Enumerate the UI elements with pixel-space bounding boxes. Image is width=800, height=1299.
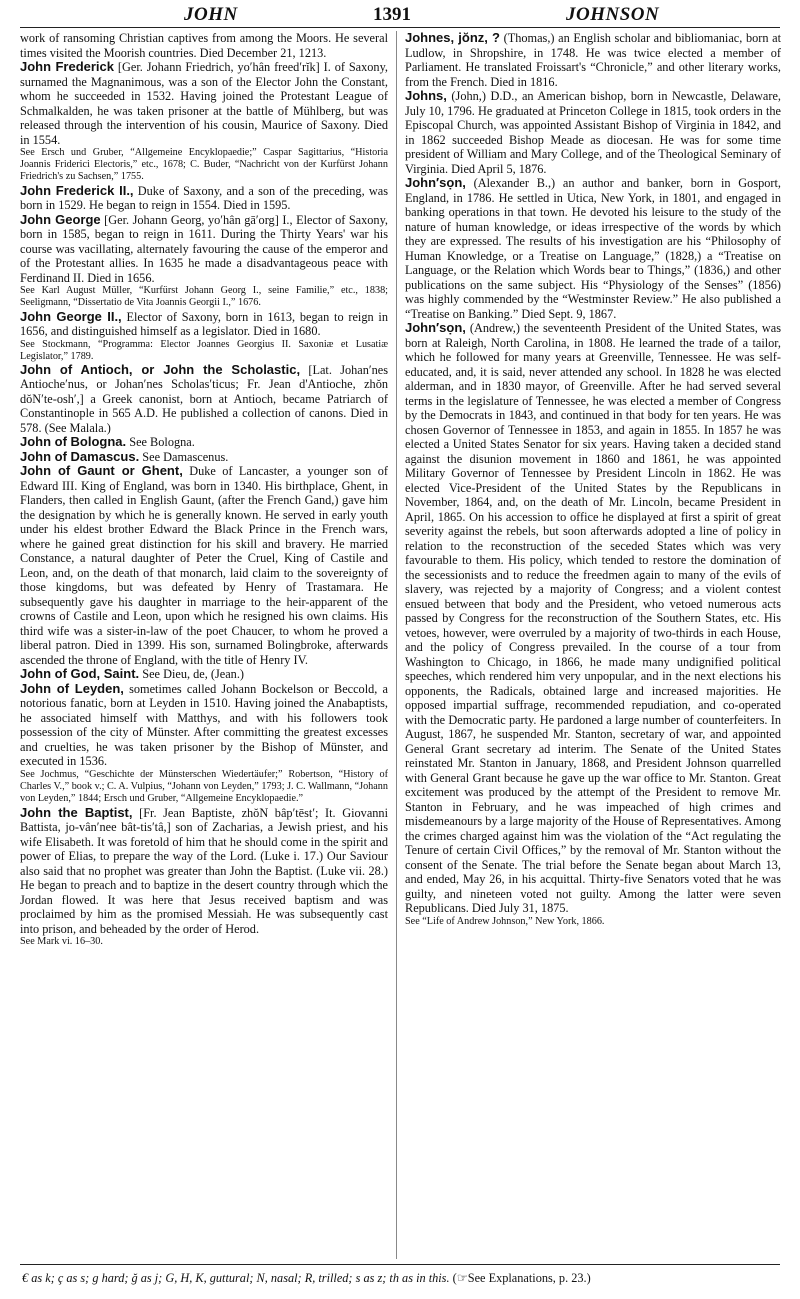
footer-rule	[20, 1264, 780, 1265]
entry-text: (Alexander B.,) an author and banker, born in Gosport, England, in 1786. He settled in Utica, New York, in 1801, and engaged in banking operations in that town. He devoted his leisure to the study of the nature of human knowledge, or ideas irrespective of the words by which they are expressed. The results of his investigation are his “Philosophy of Human Knowledge, or a Treatise on Language,” (1828,) a “Treatise on Language, or the Relation which Words bear to Things,” (1836,) and other publications on the same subject. His “Physiology of the Senses” (1856) was highly commended by the “Westminster Review.” He also published a “Treatise on Banking.” Died Sept. 9, 1867.	[405, 176, 781, 321]
dictionary-entry	[20, 435, 388, 450]
entry-headword: John George	[20, 211, 101, 227]
dictionary-entry	[20, 806, 388, 937]
pronunciation-key	[22, 1271, 782, 1286]
entry-headword: Johnes, jŏnz, ?	[405, 31, 500, 45]
dictionary-entry	[20, 464, 388, 667]
entry-text: Duke of Lancaster, a younger son of Edward III. King of England, was born in 1340. His birthplace, Ghent, in Flanders, then called in English Gaunt, (after the French Gand,) gave him the designation by which he is generally known. He served in early youth under his eldest brother Edward the Black Prince in the French wars, where he gained great distinction for his skill and bravery. He married Constance, a natural daughter of Peter the Cruel, King of Castile and Leon, and, on the death of that monarch, laid claim to the sovereignty of those kingdoms, but was defeated by Henry of Trastamara. He subsequently gave his daughter in marriage to the heir-apparent of the crowns of Castile and Leon, upon which he resigned his own claims. His third wife was a sister-in-law of the poet Chaucer, to whom he proved a liberal patron. Died in 1399. His son, surnamed Bolingbroke, afterwards ascended the throne of England, with the title of Henry IV.	[20, 464, 388, 667]
running-head	[0, 4, 800, 28]
entry-headword: John′sọn,	[405, 320, 466, 335]
dictionary-entry	[20, 667, 388, 682]
entry-text: See Damascenus.	[139, 449, 229, 464]
reference-note: See Karl August Müller, “Kurfürst Johann Georg I., seine Familie,” etc., 1838; Seeligmann, “Dissertatio de Vita Joannis Georgii I.,” 1676.	[20, 285, 388, 309]
entry-text: (John,) D.D., an American bishop, born in Newcastle, Delaware, July 10, 1796. He graduated at Princeton College in 1815, took orders in the Episcopal Church, was appointed Assistant Bishop of Virginia in 1842, and in 1862 succeeded Bishop Meade as diocesan. He was for some time president of William and Mary College, and of the Theological Seminary of Virginia. Died April 5, 1876.	[405, 89, 781, 176]
dictionary-entry	[20, 363, 388, 436]
entry-text: Duke of Saxony, and a son of the preceding, was born in 1529. He began to reign in 1554. Died in 1595.	[20, 183, 388, 213]
entry-text: [Fr. Jean Baptiste, zhŏN bâp′tēst′; It. Giovanni Battista, jo-vân′nee bât-tis′tâ,] son of Zacharias, a Jewish priest, and his wife Elisabeth. It was foretold of him that he should come in the spirit and power of Elias, to prepare the way of the Lord. (Luke i. 17.) Our Saviour also said that no prophet was greater than John the Baptist. (Luke vii. 28.) He began to preach and to baptize in the desert country through which the Jordan flowed. It was here that Jesus received baptism and was proclaimed by him as the promised Messiah. He was subsequently cast into prison, and beheaded by the order of Herod.	[20, 805, 388, 936]
see-explanations-note: (☞See Explanations, p. 23.)	[452, 1271, 591, 1285]
entry-text: (Andrew,) the seventeenth President of the United States, was born at Raleigh, North Carolina, in 1808. He learned the trade of a tailor, which he followed for many years at Greenville, Tennessee. He was self-educated, and, it is said, never attended any school. In 1828 he was elected alderman, and in 1830 mayor, of Greenville. After he had served several terms in the legislature of Tennessee, he was elected a member of Congress by the Democrats in 1843, and continued in that body for ten years. He was chosen Governor of Tennessee in 1853, and again in 1855. In 1857 he was elected a United States Senator for six years. Having taken a decided stand against the disunion movement in 1860 and 1861, he was appointed Military Governor of Tennessee by President Lincoln in 1862. He was elected Vice-President of the United States by the Republicans in November, 1864, and, on the death of Mr. Lincoln, became President in April, 1865. On his accession to office he displayed at first a spirit of great severity against the rebels, but soon afterwards adopted a line of policy in relation to the reconstruction of the seceded States which was very favourable to them. His policy, which tended to restore the domination of the secessionists and to reduce the freedmen again to many of the evils of slavery, was rejected by a majority of Congress; and a violent contest ensued between that body and the President, who vetoed numerous acts passed by Congress for the reconstruction of the Southern States, etc. His vetoes, however, were overruled by a majority of two-thirds in each House, and the policy of Congress prevailed. In the course of a tour from Washington to Chicago, in 1866, he made many undignified political speeches, which rendered him very unpopular, and in the next elections his opponents, the Radicals, obtained large and increased majorities. He opposed impartial suffrage, recommended repudiation, and co-operated with the Democratic party. He pardoned a large number of counterfeiters. In August, 1867, he suspended Mr. Stanton, secretary of war, and appointed General Grant secretary ad interim. The Senate of the United States reinstated Mr. Stanton in January, 1868, and President Johnson quarrelled with General Grant because he gave up the war office to Mr. Stanton. Great excitement was produced by the attempt of the President to remove Mr. Stanton in February, and he was impeached of high crimes and misdemeanours by a large majority of the House of Representatives. Among the crimes charged against him was the violation of the “Act regulating the Tenure of certain Civil Offices,” by the removal of Mr. Stanton without the consent of the Senate. The trial before the Senate began about March 13, and ended, May 26, in his acquittal. Thirty-five Senators voted that he was guilty, and nineteen voted not guilty. Among the latter were seven Republicans. Died July 31, 1875.	[405, 321, 781, 915]
entry-text: [Ger. Johann Georg, yo′hân gā′org] I., Elector of Saxony, born in 1585, began to reign in 1611. During the Thirty Years' war his course was vacillating, alternately favouring the cause of the emperor and of the Protestant allies. In 1635 he made a disadvantageous peace with Ferdinand II. Died in 1656.	[20, 212, 388, 285]
dictionary-entry	[405, 176, 781, 321]
dictionary-entry	[20, 184, 388, 213]
dictionary-entry	[20, 682, 388, 769]
running-head-left: JOHN	[184, 4, 238, 25]
dictionary-entry	[20, 310, 388, 339]
entry-headword: John of Gaunt or Ghent,	[20, 463, 183, 479]
entry-headword: John of Damascus.	[20, 448, 140, 464]
dictionary-entry	[405, 89, 781, 176]
reference-note: See Ersch und Gruber, “Allgemeine Encyklopaedie;” Caspar Sagittarius, “Historia Joannis Friderici Electoris,” etc., 1678; C. Buder, “Nachricht von der Kurfürst Johann Friedrich's zu Sachsen,” 1755.	[20, 147, 388, 183]
header-rule	[20, 27, 780, 28]
entry-headword: John of God, Saint.	[20, 666, 140, 682]
entry-headword: John George II.,	[20, 308, 122, 324]
entry-headword: John′sọn,	[405, 175, 466, 190]
entry-text: (Thomas,) an English scholar and bibliomaniac, born at Ludlow, in Shropshire, in 1748. He was twice elected a member of Parliament. He translated Froissart's “Chronicle,” and other literary works, from the French. Died in 1816.	[405, 31, 781, 89]
entry-headword: John Frederick	[20, 59, 115, 74]
entry-headword: Johns,	[405, 88, 447, 103]
right-column	[405, 31, 781, 1259]
entry-headword: John the Baptist,	[20, 804, 133, 820]
entry-text: Elector of Saxony, born in 1613, began to reign in 1656, and distinguished himself as a legislator. Died in 1680.	[20, 309, 388, 339]
column-divider	[396, 31, 397, 1259]
dictionary-entry	[405, 321, 781, 916]
page-number: 1391	[373, 4, 411, 25]
reference-note: See Jochmus, “Geschichte der Münsterschen Wiedertäufer;” Robertson, “History of Charles V.,” book v.; C. A. Vulpius, “Johann von Leyden,” 1793; J. C. Wallmann, “Johann von Leyden,” 1844; Ersch und Gruber, “Allgemeine Encyklopaedie.”	[20, 768, 388, 805]
dictionary-entry	[20, 60, 388, 147]
running-head-right: JOHNSON	[566, 4, 660, 25]
entry-headword: John of Antioch, or John the Scholastic,	[20, 361, 301, 377]
reference-note: See “Life of Andrew Johnson,” New York, 1866.	[405, 915, 605, 927]
left-column	[20, 31, 388, 1259]
entry-text: sometimes called Johann Bockelson or Beccold, a notorious fanatic, born at Leyden in 1510. Having joined the Anabaptists, he associated himself with Matthys, and with his followers took possession of the city of Münster. After committing the greatest excesses and cruelties, he was taken prisoner by the Bishop of Münster, and executed in 1536.	[20, 681, 388, 769]
reference-note: See Stockmann, “Programma: Elector Joannes Georgius II. Saxoniæ et Lusatiæ Legislator,” 1789.	[20, 338, 388, 362]
dictionary-entry	[20, 213, 388, 286]
entry-text: See Dieu, de, (Jean.)	[139, 667, 244, 682]
entry-headword: John Frederick II.,	[20, 182, 134, 198]
entry-headword: John of Bologna.	[20, 434, 127, 450]
dictionary-entry	[405, 31, 781, 89]
pronunciation-key-text: € as k; ç as s; g hard; ğ as j; G, H, K, guttural; N, nasal; R, trilled; s as z; th as in this.	[22, 1271, 450, 1285]
dictionary-entry	[20, 450, 388, 465]
entry-text: [Ger. Johann Friedrich, yo′hân freed′rĭk] I. of Saxony, surnamed the Magnanimous, was a son of the Elector John the Constant, whom he succeeded in 1532. Having joined the Protestant League of Schmalkalden, he was taken prisoner at the battle of Mühlberg, but was released through the intervention of his cousin, Maurice of Saxony. Died in 1554.	[20, 60, 388, 147]
entry-headword: John of Leyden,	[20, 680, 124, 696]
continued-text: work of ransoming Christian captives from among the Moors. He several times visited the Moorish countries. Died December 21, 1213.	[20, 31, 388, 60]
entry-text: [Lat. Johan′nes Antioche′nus, or Johan′nes Scholas′ticus; Fr. Jean d'Antioche, zhŏn dŏN′te-osh′,] a Greek canonist, born at Antioch, became Patriarch of Constantinople in 565 A.D. He published a collection of canons. Died in 578. (See Malala.)	[20, 362, 388, 435]
reference-note: See Mark vi. 16–30.	[20, 936, 103, 948]
entry-text: See Bologna.	[126, 435, 195, 450]
